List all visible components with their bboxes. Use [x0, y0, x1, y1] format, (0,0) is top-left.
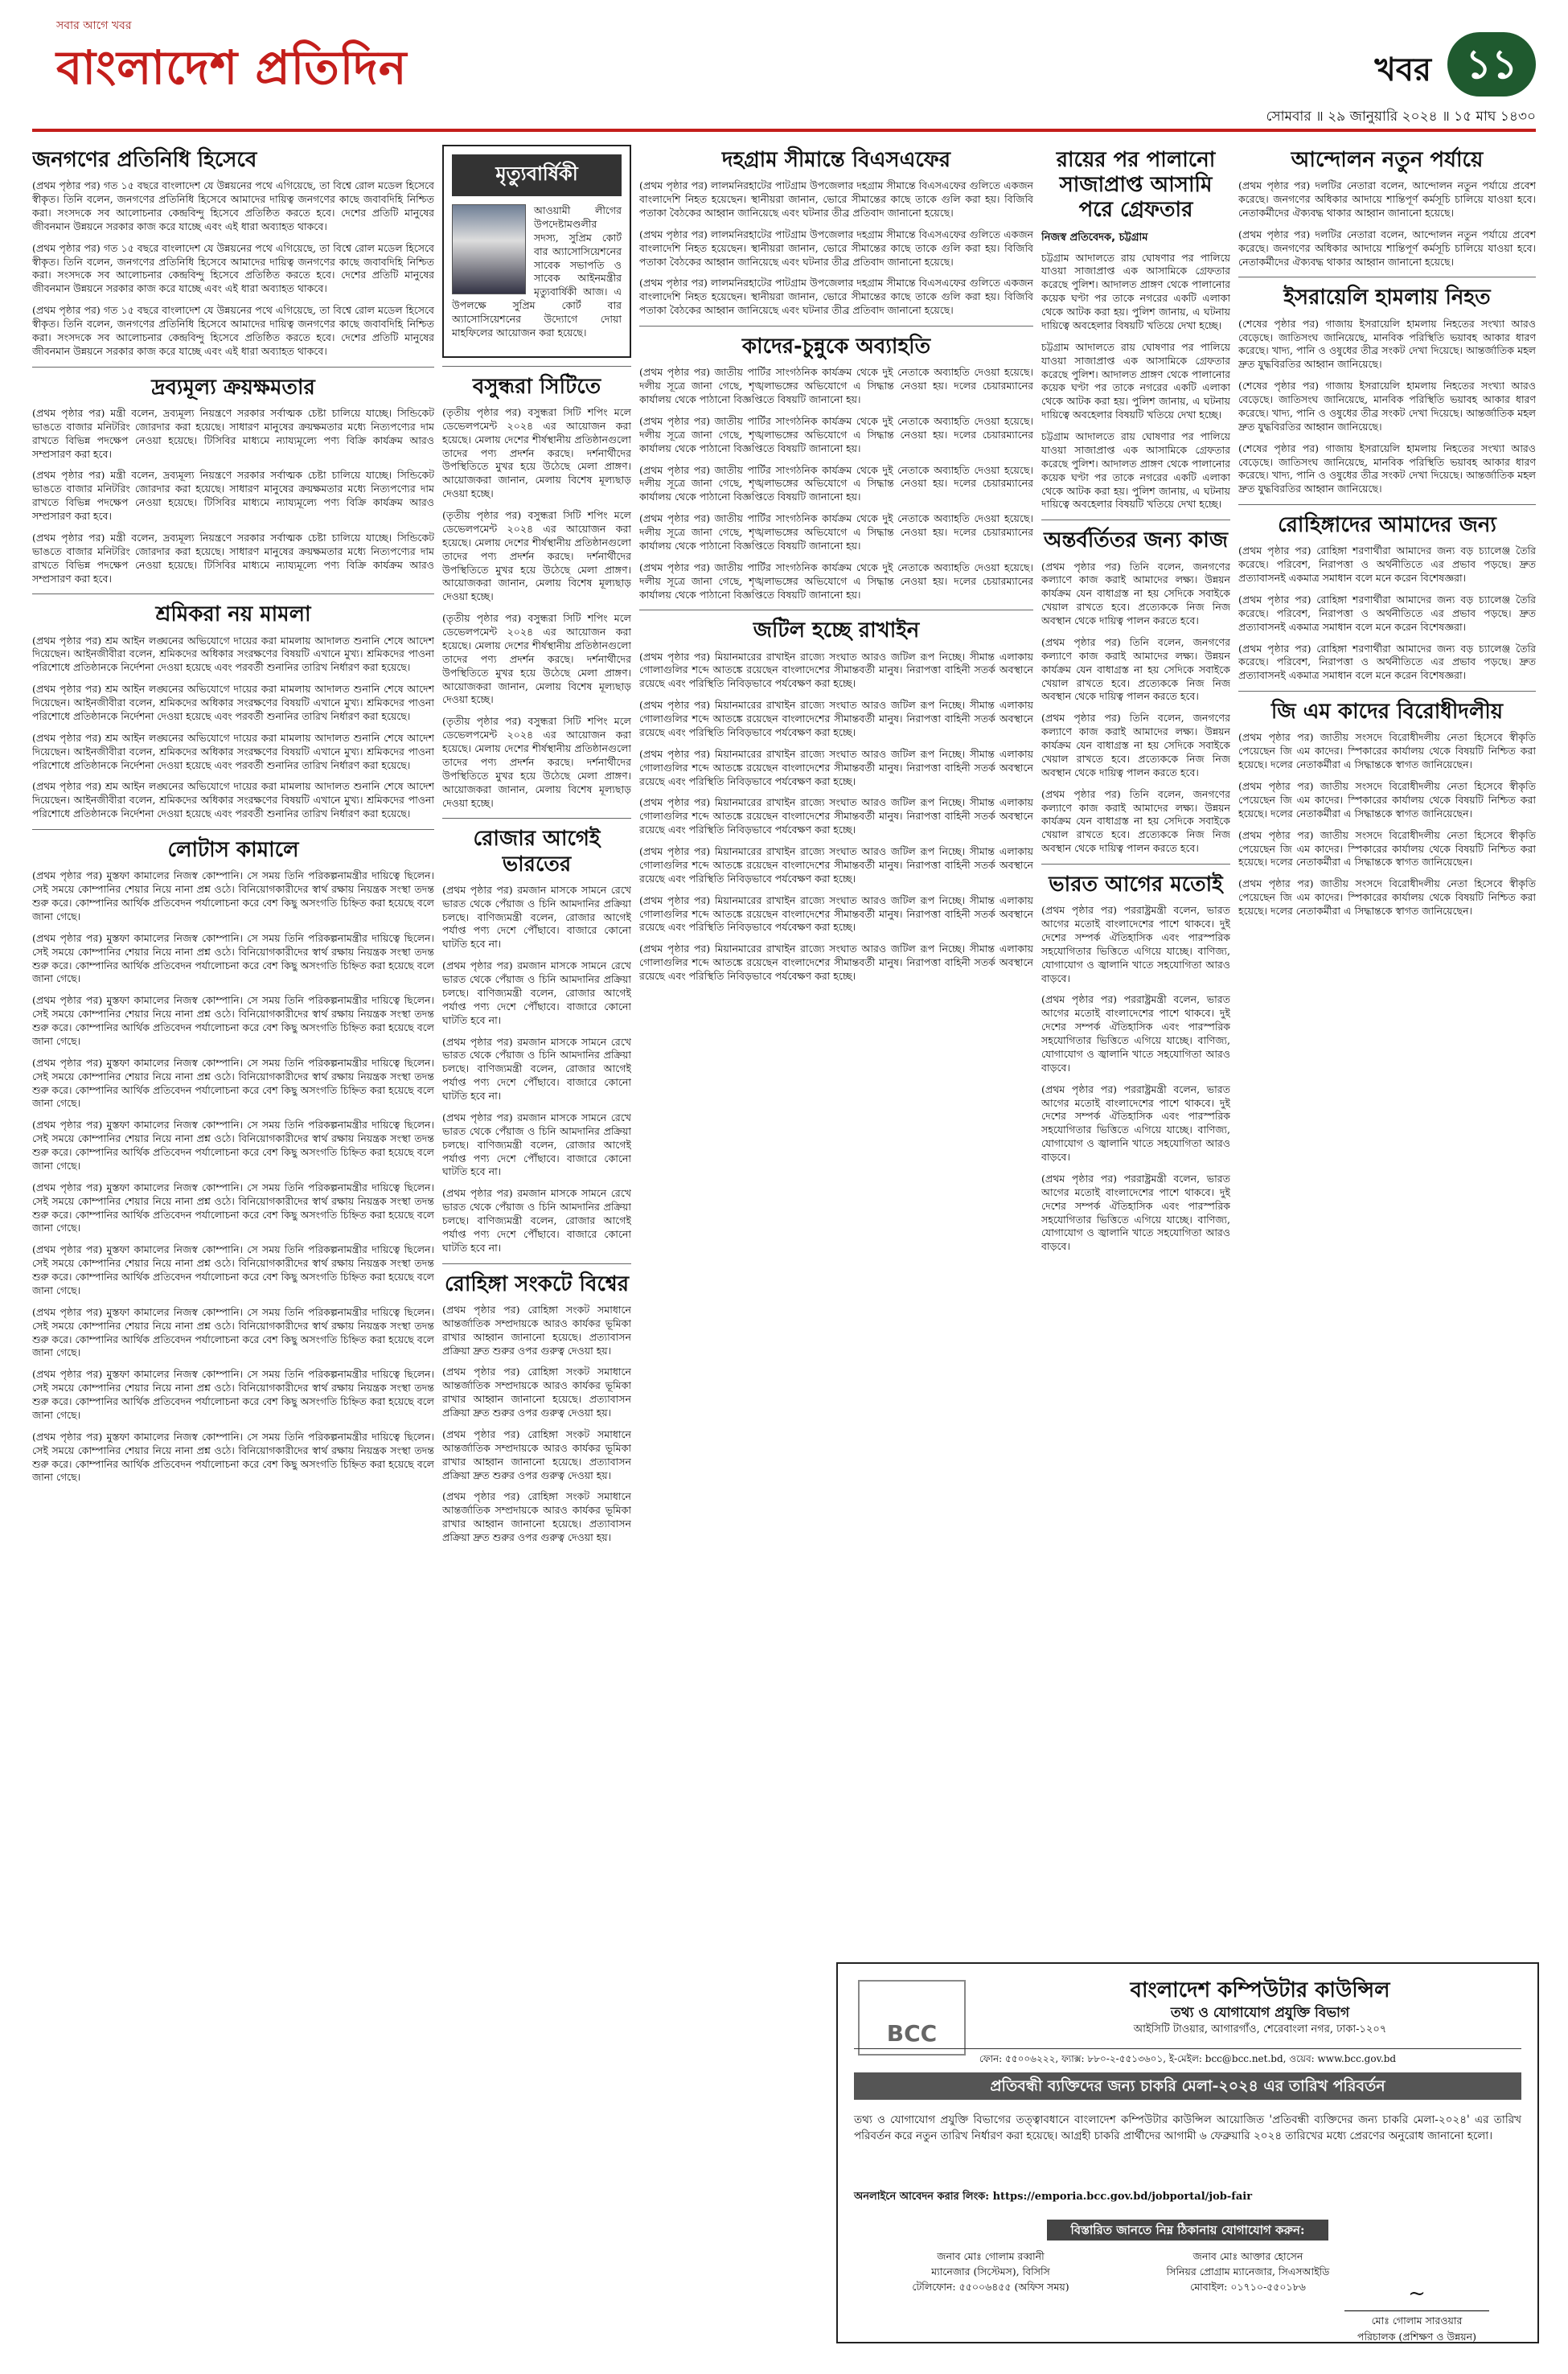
article-body: (প্রথম পৃষ্ঠার পর) দলটির নেতারা বলেন, আন্দোলন নতুন পর্যায়ে প্রবেশ করেছে। জনগণের অধিকার আদায়ে শান্তিপূর্ণ কর্মসূচি চালিয়ে যাওয়া হবে। নেতাকর্মীদের ঐক্যবদ্ধ থাকার আহ্বান জানানো হয়েছে।	[1238, 228, 1536, 268]
article-body: (প্রথম পৃষ্ঠার পর) শ্রম আইন লঙ্ঘনের অভিযোগে দায়ের করা মামলায় আদালত শুনানি শেষে আদেশ দিয়েছেন। আইনজীবীরা বলেন, শ্রমিকদের অধিকার সংরক্ষণের বিষয়টি এখানে মুখ্য। শ্রমিকদের পাওনা পরিশোধে প্রতিষ্ঠানকে নির্দেশনা দেওয়া হয়েছে এবং পরবর্তী শুনানির তারিখ নির্ধারণ করা হয়েছে।	[32, 780, 434, 820]
newspaper-name: বাংলাদেশ প্রতিদিন	[56, 40, 408, 95]
headline: রোজার আগেই ভারতের	[473, 827, 601, 877]
article-body: (প্রথম পৃষ্ঠার পর) মিয়ানমারের রাখাইন রাজ্যে সংঘাত আরও জটিল রূপ নিচ্ছে। সীমান্ত এলাকায় গোলাগুলির শব্দে আতঙ্কে রয়েছেন বাংলাদেশের সীমান্তবর্তী মানুষ। নিরাপত্তা বাহিনী সতর্ক অবস্থানে রয়েছে এবং পরিস্থিতি নিবিড়ভাবে পর্যবেক্ষণ করা হচ্ছে।	[639, 845, 1033, 885]
bcc-logo: BCC	[858, 1980, 966, 2056]
article-body: (প্রথম পৃষ্ঠার পর) রোহিঙ্গা শরণার্থীরা আমাদের জন্য বড় চ্যালেঞ্জ তৈরি করেছে। পরিবেশ, নিরাপত্তা ও অর্থনীতিতে এর প্রভাব পড়ছে। দ্রুত প্রত্যাবাসনই একমাত্র সমাধান বলে মনে করেন বিশেষজ্ঞরা।	[1238, 544, 1536, 585]
article-body: (প্রথম পৃষ্ঠার পর) মন্ত্রী বলেন, দ্রব্যমূল্য নিয়ন্ত্রণে সরকার সর্বাত্মক চেষ্টা চালিয়ে যাচ্ছে। সিন্ডিকেট ভাঙতে বাজার মনিটরিং জোরদার করা হয়েছে। সাধারণ মানুষের ক্রয়ক্ষমতার মধ্যে নিত্যপণ্যের দাম রাখতে বিভিন্ন পদক্ষেপ নেওয়া হয়েছে। টিসিবির মাধ্যমে ন্যায্যমূল্যে পণ্য বিক্রি কার্যক্রম আরও সম্প্রসারণ করা হবে।	[32, 469, 434, 522]
article-body: (প্রথম পৃষ্ঠার পর) শ্রম আইন লঙ্ঘনের অভিযোগে দায়ের করা মামলায় আদালত শুনানি শেষে আদেশ দিয়েছেন। আইনজীবীরা বলেন, শ্রমিকদের অধিকার সংরক্ষণের বিষয়টি এখানে মুখ্য। শ্রমিকদের পাওনা পরিশোধে প্রতিষ্ঠানকে নির্দেশনা দেওয়া হয়েছে এবং পরবর্তী শুনানির তারিখ নির্ধারণ করা হয়েছে।	[32, 634, 434, 674]
article-body: (প্রথম পৃষ্ঠার পর) তিনি বলেন, জনগণের কল্যাণে কাজ করাই আমাদের লক্ষ্য। উন্নয়ন কার্যক্রম যেন বাধাগ্রস্ত না হয় সেদিকে সবাইকে খেয়াল রাখতে হবে। প্রত্যেককে নিজ নিজ অবস্থান থেকে দায়িত্ব পালন করতে হবে।	[1041, 635, 1230, 703]
headline: ভারত আগের মতোই	[1049, 873, 1223, 897]
article-body: (প্রথম পৃষ্ঠার পর) জাতীয় পার্টির সাংগঠনিক কার্যক্রম থেকে দুই নেতাকে অব্যাহতি দেওয়া হয়েছে। দলীয় সূত্রে জানা গেছে, শৃঙ্খলাভঙ্গের অভিযোগে এ সিদ্ধান্ত নেওয়া হয়। দলের চেয়ারম্যানের কার্যালয় থেকে পাঠানো বিজ্ঞপ্তিতে বিষয়টি জানানো হয়।	[639, 414, 1033, 454]
article-body: (তৃতীয় পৃষ্ঠার পর) বসুন্ধরা সিটি শপিং মলে ডেভেলপমেন্ট ২০২৪ এর আয়োজন করা হয়েছে। মেলায় দেশের শীর্ষস্থানীয় প্রতিষ্ঠানগুলো তাদের পণ্য প্রদর্শন করছে। দর্শনার্থীদের উপস্থিতিতে মুখর হয়ে উঠেছে মেলা প্রাঙ্গণ। আয়োজকরা জানান, মেলায় বিশেষ মূল্যছাড় দেওয়া হচ্ছে।	[442, 405, 631, 500]
article-body: (প্রথম পৃষ্ঠার পর) মিয়ানমারের রাখাইন রাজ্যে সংঘাত আরও জটিল রূপ নিচ্ছে। সীমান্ত এলাকায় গোলাগুলির শব্দে আতঙ্কে রয়েছেন বাংলাদেশের সীমান্তবর্তী মানুষ। নিরাপত্তা বাহিনী সতর্ক অবস্থানে রয়েছে এবং পরিস্থিতি নিবিড়ভাবে পর্যবেক্ষণ করা হচ্ছে।	[639, 943, 1033, 983]
ad-contact-header: বিস্তারিত জানতে নিম্ন ঠিকানায় যোগাযোগ করুন:	[1047, 2220, 1328, 2241]
ad-subtitle: তথ্য ও যোগাযোগ প্রযুক্তি বিভাগ	[1170, 2005, 1350, 2021]
byline: নিজস্ব প্রতিবেদক, চট্টগ্রাম	[1041, 231, 1148, 244]
obituary-heading: মৃত্যুবার্ষিকী	[452, 154, 622, 196]
article-body: (প্রথম পৃষ্ঠার পর) রোহিঙ্গা সংকট সমাধানে আন্তর্জাতিক সম্প্রদায়কে আরও কার্যকর ভূমিকা রাখার আহ্বান জানানো হয়েছে। প্রত্যাবাসন প্রক্রিয়া দ্রুত শুরুর ওপর গুরুত্ব দেওয়া হয়।	[442, 1366, 631, 1419]
ad-address: আইসিটি টাওয়ার, আগারগাঁও, শেরেবাংলা নগর, ঢাকা-১২০৭	[1133, 2023, 1387, 2035]
contact-person-2: জনাব মোঃ আক্তার হোসেন সিনিয়র প্রোগ্রাম ম্যানেজার, সিএসআইডি মোবাইল: ০১৭১০-৫৫০১৮৬	[1166, 2250, 1330, 2293]
article-body: (শেষের পৃষ্ঠার পর) গাজায় ইসরায়েলি হামলায় নিহতের সংখ্যা আরও বেড়েছে। জাতিসংঘ জানিয়েছে, মানবিক পরিস্থিতি ভয়াবহ আকার ধারণ করেছে। খাদ্য, পানি ও ওষুধের তীব্র সংকট দেখা দিয়েছে। আন্তর্জাতিক মহল দ্রুত যুদ্ধবিরতির আহ্বান জানিয়েছে।	[1238, 442, 1536, 495]
obituary-text: আওয়ামী লীগের উপদেষ্টামণ্ডলীর সদস্য, সুপ্রিম কোর্ট বার অ্যাসোসিয়েশনের সাবেক সভাপতি ও সাবেক আইনমন্ত্রীর মৃত্যুবার্ষিকী আজ। এ উপলক্ষে সুপ্রিম কোর্ট বার অ্যাসোসিয়েশনের উদ্যোগে দোয়া মাহফিলের আয়োজন করা হয়েছে।	[452, 204, 622, 339]
article-body: (প্রথম পৃষ্ঠার পর) মুস্তফা কামালের নিজস্ব কোম্পানি। সে সময় তিনি পরিকল্পনামন্ত্রীর দায়িত্বে ছিলেন। সেই সময়ে কোম্পানির শেয়ার নিয়ে নানা প্রশ্ন ওঠে। বিনিয়োগকারীদের স্বার্থ রক্ষায় নিয়ন্ত্রক সংস্থা তদন্ত শুরু করে। কোম্পানির আর্থিক প্রতিবেদন পর্যালোচনা করে বেশ কিছু অসংগতি চিহ্নিত করা হয়েছে বলে জানা গেছে।	[32, 1305, 434, 1359]
article-body: (প্রথম পৃষ্ঠার পর) তিনি বলেন, জনগণের কল্যাণে কাজ করাই আমাদের লক্ষ্য। উন্নয়ন কার্যক্রম যেন বাধাগ্রস্ত না হয় সেদিকে সবাইকে খেয়াল রাখতে হবে। প্রত্যেককে নিজ নিজ অবস্থান থেকে দায়িত্ব পালন করতে হবে।	[1041, 787, 1230, 855]
article-body: (প্রথম পৃষ্ঠার পর) মুস্তফা কামালের নিজস্ব কোম্পানি। সে সময় তিনি পরিকল্পনামন্ত্রীর দায়িত্বে ছিলেন। সেই সময়ে কোম্পানির শেয়ার নিয়ে নানা প্রশ্ন ওঠে। বিনিয়োগকারীদের স্বার্থ রক্ষায় নিয়ন্ত্রক সংস্থা তদন্ত শুরু করে। কোম্পানির আর্থিক প্রতিবেদন পর্যালোচনা করে বেশ কিছু অসংগতি চিহ্নিত করা হয়েছে বলে জানা গেছে।	[32, 994, 434, 1047]
article-body: (প্রথম পৃষ্ঠার পর) মুস্তফা কামালের নিজস্ব কোম্পানি। সে সময় তিনি পরিকল্পনামন্ত্রীর দায়িত্বে ছিলেন। সেই সময়ে কোম্পানির শেয়ার নিয়ে নানা প্রশ্ন ওঠে। বিনিয়োগকারীদের স্বার্থ রক্ষায় নিয়ন্ত্রক সংস্থা তদন্ত শুরু করে। কোম্পানির আর্থিক প্রতিবেদন পর্যালোচনা করে বেশ কিছু অসংগতি চিহ্নিত করা হয়েছে বলে জানা গেছে।	[32, 869, 434, 922]
article-body: (শেষের পৃষ্ঠার পর) গাজায় ইসরায়েলি হামলায় নিহতের সংখ্যা আরও বেড়েছে। জাতিসংঘ জানিয়েছে, মানবিক পরিস্থিতি ভয়াবহ আকার ধারণ করেছে। খাদ্য, পানি ও ওষুধের তীব্র সংকট দেখা দিয়েছে। আন্তর্জাতিক মহল দ্রুত যুদ্ধবিরতির আহ্বান জানিয়েছে।	[1238, 380, 1536, 433]
article-body: (প্রথম পৃষ্ঠার পর) মুস্তফা কামালের নিজস্ব কোম্পানি। সে সময় তিনি পরিকল্পনামন্ত্রীর দায়িত্বে ছিলেন। সেই সময়ে কোম্পানির শেয়ার নিয়ে নানা প্রশ্ন ওঠে। বিনিয়োগকারীদের স্বার্থ রক্ষায় নিয়ন্ত্রক সংস্থা তদন্ত শুরু করে। কোম্পানির আর্থিক প্রতিবেদন পর্যালোচনা করে বেশ কিছু অসংগতি চিহ্নিত করা হয়েছে বলে জানা গেছে।	[32, 1056, 434, 1110]
article-body: (প্রথম পৃষ্ঠার পর) জাতীয় সংসদে বিরোধীদলীয় নেতা হিসেবে স্বীকৃতি পেয়েছেন জি এম কাদের। স্পিকারের কার্যালয় থেকে বিষয়টি নিশ্চিত করা হয়েছে। দলের নেতাকর্মীরা এ সিদ্ধান্তকে স্বাগত জানিয়েছেন।	[1238, 828, 1536, 869]
article-body: (প্রথম পৃষ্ঠার পর) মিয়ানমারের রাখাইন রাজ্যে সংঘাত আরও জটিল রূপ নিচ্ছে। সীমান্ত এলাকায় গোলাগুলির শব্দে আতঙ্কে রয়েছেন বাংলাদেশের সীমান্তবর্তী মানুষ। নিরাপত্তা বাহিনী সতর্ক অবস্থানে রয়েছে এবং পরিস্থিতি নিবিড়ভাবে পর্যবেক্ষণ করা হচ্ছে।	[639, 893, 1033, 934]
article-body: (তৃতীয় পৃষ্ঠার পর) বসুন্ধরা সিটি শপিং মলে ডেভেলপমেন্ট ২০২৪ এর আয়োজন করা হয়েছে। মেলায় দেশের শীর্ষস্থানীয় প্রতিষ্ঠানগুলো তাদের পণ্য প্রদর্শন করছে। দর্শনার্থীদের উপস্থিতিতে মুখর হয়ে উঠেছে মেলা প্রাঙ্গণ। আয়োজকরা জানান, মেলায় বিশেষ মূল্যছাড় দেওয়া হচ্ছে।	[442, 715, 631, 809]
masthead	[0, 0, 1568, 137]
article-body: (প্রথম পৃষ্ঠার পর) জাতীয় সংসদে বিরোধীদলীয় নেতা হিসেবে স্বীকৃতি পেয়েছেন জি এম কাদের। স্পিকারের কার্যালয় থেকে বিষয়টি নিশ্চিত করা হয়েছে। দলের নেতাকর্মীরা এ সিদ্ধান্তকে স্বাগত জানিয়েছেন।	[1238, 780, 1536, 819]
obituary-box	[442, 145, 631, 358]
signature-block	[1344, 2282, 1489, 2347]
brand-tagline: সবার আগে খবর	[56, 19, 132, 32]
article-body: (প্রথম পৃষ্ঠার পর) রোহিঙ্গা সংকট সমাধানে আন্তর্জাতিক সম্প্রদায়কে আরও কার্যকর ভূমিকা রাখার আহ্বান জানানো হয়েছে। প্রত্যাবাসন প্রক্রিয়া দ্রুত শুরুর ওপর গুরুত্ব দেওয়া হয়।	[442, 1427, 631, 1481]
article-body: (প্রথম পৃষ্ঠার পর) মিয়ানমারের রাখাইন রাজ্যে সংঘাত আরও জটিল রূপ নিচ্ছে। সীমান্ত এলাকায় গোলাগুলির শব্দে আতঙ্কে রয়েছেন বাংলাদেশের সীমান্তবর্তী মানুষ। নিরাপত্তা বাহিনী সতর্ক অবস্থানে রয়েছে এবং পরিস্থিতি নিবিড়ভাবে পর্যবেক্ষণ করা হচ্ছে।	[639, 699, 1033, 738]
article-body: (প্রথম পৃষ্ঠার পর) রোহিঙ্গা শরণার্থীরা আমাদের জন্য বড় চ্যালেঞ্জ তৈরি করেছে। পরিবেশ, নিরাপত্তা ও অর্থনীতিতে এর প্রভাব পড়ছে। দ্রুত প্রত্যাবাসনই একমাত্র সমাধান বলে মনে করেন বিশেষজ্ঞরা।	[1238, 593, 1536, 633]
article-body: (প্রথম পৃষ্ঠার পর) মুস্তফা কামালের নিজস্ব কোম্পানি। সে সময় তিনি পরিকল্পনামন্ত্রীর দায়িত্বে ছিলেন। সেই সময়ে কোম্পানির শেয়ার নিয়ে নানা প্রশ্ন ওঠে। বিনিয়োগকারীদের স্বার্থ রক্ষায় নিয়ন্ত্রক সংস্থা তদন্ত শুরু করে। কোম্পানির আর্থিক প্রতিবেদন পর্যালোচনা করে বেশ কিছু অসংগতি চিহ্নিত করা হয়েছে বলে জানা গেছে।	[32, 1368, 434, 1421]
article-body: (প্রথম পৃষ্ঠার পর) মুস্তফা কামালের নিজস্ব কোম্পানি। সে সময় তিনি পরিকল্পনামন্ত্রীর দায়িত্বে ছিলেন। সেই সময়ে কোম্পানির শেয়ার নিয়ে নানা প্রশ্ন ওঠে। বিনিয়োগকারীদের স্বার্থ রক্ষায় নিয়ন্ত্রক সংস্থা তদন্ত শুরু করে। কোম্পানির আর্থিক প্রতিবেদন পর্যালোচনা করে বেশ কিছু অসংগতি চিহ্নিত করা হয়েছে বলে জানা গেছে।	[32, 1181, 434, 1234]
article-body: (প্রথম পৃষ্ঠার পর) দলটির নেতারা বলেন, আন্দোলন নতুন পর্যায়ে প্রবেশ করেছে। জনগণের অধিকার আদায়ে শান্তিপূর্ণ কর্মসূচি চালিয়ে যাওয়া হবে। নেতাকর্মীদের ঐক্যবদ্ধ থাকার আহ্বান জানানো হয়েছে।	[1238, 179, 1536, 219]
headline: রায়ের পর পালানো সাজাপ্রাপ্ত আসামি পরে গ্রেফতার	[1056, 148, 1216, 223]
column-2	[442, 145, 631, 2348]
headline: রোহিঙ্গা সংকটে বিশ্বের	[444, 1271, 630, 1296]
article-body: (প্রথম পৃষ্ঠার পর) মিয়ানমারের রাখাইন রাজ্যে সংঘাত আরও জটিল রূপ নিচ্ছে। সীমান্ত এলাকায় গোলাগুলির শব্দে আতঙ্কে রয়েছেন বাংলাদেশের সীমান্তবর্তী মানুষ। নিরাপত্তা বাহিনী সতর্ক অবস্থানে রয়েছে এবং পরিস্থিতি নিবিড়ভাবে পর্যবেক্ষণ করা হচ্ছে।	[639, 650, 1033, 690]
article-body: (প্রথম পৃষ্ঠার পর) মুস্তফা কামালের নিজস্ব কোম্পানি। সে সময় তিনি পরিকল্পনামন্ত্রীর দায়িত্বে ছিলেন। সেই সময়ে কোম্পানির শেয়ার নিয়ে নানা প্রশ্ন ওঠে। বিনিয়োগকারীদের স্বার্থ রক্ষায় নিয়ন্ত্রক সংস্থা তদন্ত শুরু করে। কোম্পানির আর্থিক প্রতিবেদন পর্যালোচনা করে বেশ কিছু অসংগতি চিহ্নিত করা হয়েছে বলে জানা গেছে।	[32, 1119, 434, 1172]
section-label: খবর	[1374, 51, 1431, 88]
article-body: (প্রথম পৃষ্ঠার পর) পররাষ্ট্রমন্ত্রী বলেন, ভারত আগের মতোই বাংলাদেশের পাশে থাকবে। দুই দেশের সম্পর্ক ঐতিহাসিক এবং পারস্পরিক সহযোগিতার ভিত্তিতে এগিয়ে যাচ্ছে। বাণিজ্য, যোগাযোগ ও জ্বালানি খাতে সহযোগিতা আরও বাড়বে।	[1041, 993, 1230, 1074]
headline: শ্রমিকরা নয় মামলা	[155, 602, 311, 627]
article-body: (প্রথম পৃষ্ঠার পর) রমজান মাসকে সামনে রেখে ভারত থেকে পেঁয়াজ ও চিনি আমদানির প্রক্রিয়া চলছে। বাণিজ্যমন্ত্রী বলেন, রোজার আগেই পর্যাপ্ত পণ্য দেশে পৌঁছাবে। বাজারে কোনো ঘাটতি হবে না।	[442, 1187, 631, 1254]
article-body: (প্রথম পৃষ্ঠার পর) পররাষ্ট্রমন্ত্রী বলেন, ভারত আগের মতোই বাংলাদেশের পাশে থাকবে। দুই দেশের সম্পর্ক ঐতিহাসিক এবং পারস্পরিক সহযোগিতার ভিত্তিতে এগিয়ে যাচ্ছে। বাণিজ্য, যোগাযোগ ও জ্বালানি খাতে সহযোগিতা আরও বাড়বে।	[1041, 1172, 1230, 1253]
article-body: (প্রথম পৃষ্ঠার পর) রোহিঙ্গা সংকট সমাধানে আন্তর্জাতিক সম্প্রদায়কে আরও কার্যকর ভূমিকা রাখার আহ্বান জানানো হয়েছে। প্রত্যাবাসন প্রক্রিয়া দ্রুত শুরুর ওপর গুরুত্ব দেওয়া হয়।	[442, 1303, 631, 1357]
headline: অন্তর্বর্তিতর জন্য কাজ	[1043, 528, 1229, 553]
masthead-rule	[32, 129, 1536, 132]
ad-body: তথ্য ও যোগাযোগ প্রযুক্তি বিভাগের তত্ত্বাবধানে বাংলাদেশ কম্পিউটার কাউন্সিল আয়োজিত 'প্রতিবন্ধী ব্যক্তিদের জন্য চাকরি মেলা-২০২৪' এর তারিখ পরিবর্তন করে নতুন তারিখ নির্ধারণ করা হয়েছে। আগ্রহী চাকরি প্রার্থীদের আগামী ৬ ফেব্রুয়ারি ২০২৪ তারিখের মধ্যে প্রেরণের অনুরোধ জানানো হলো।	[854, 2113, 1521, 2142]
article-body: চট্টগ্রাম আদালতে রায় ঘোষণার পর পালিয়ে যাওয়া সাজাপ্রাপ্ত এক আসামিকে গ্রেফতার করেছে পুলিশ। আদালত প্রাঙ্গণ থেকে পালানোর কয়েক ঘণ্টা পর তাকে নগরের একটি এলাকা থেকে আটক করা হয়। পুলিশ জানায়, এ ঘটনায় দায়িত্বে অবহেলার বিষয়টি খতিয়ে দেখা হচ্ছে।	[1041, 340, 1230, 421]
article-body: (প্রথম পৃষ্ঠার পর) মুস্তফা কামালের নিজস্ব কোম্পানি। সে সময় তিনি পরিকল্পনামন্ত্রীর দায়িত্বে ছিলেন। সেই সময়ে কোম্পানির শেয়ার নিয়ে নানা প্রশ্ন ওঠে। বিনিয়োগকারীদের স্বার্থ রক্ষায় নিয়ন্ত্রক সংস্থা তদন্ত শুরু করে। কোম্পানির আর্থিক প্রতিবেদন পর্যালোচনা করে বেশ কিছু অসংগতি চিহ্নিত করা হয়েছে বলে জানা গেছে।	[32, 1430, 434, 1484]
article-body: (প্রথম পৃষ্ঠার পর) মুস্তফা কামালের নিজস্ব কোম্পানি। সে সময় তিনি পরিকল্পনামন্ত্রীর দায়িত্বে ছিলেন। সেই সময়ে কোম্পানির শেয়ার নিয়ে নানা প্রশ্ন ওঠে। বিনিয়োগকারীদের স্বার্থ রক্ষায় নিয়ন্ত্রক সংস্থা তদন্ত শুরু করে। কোম্পানির আর্থিক প্রতিবেদন পর্যালোচনা করে বেশ কিছু অসংগতি চিহ্নিত করা হয়েছে বলে জানা গেছে।	[32, 931, 434, 985]
headline: রোহিঙ্গাদের আমাদের জন্য	[1278, 513, 1496, 538]
ad-banner: প্রতিবন্ধী ব্যক্তিদের জন্য চাকরি মেলা-২০২৪ এর তারিখ পরিবর্তন	[854, 2072, 1521, 2100]
headline: দহগ্রাম সীমান্তে বিএসএফের	[721, 148, 951, 172]
article-body: (প্রথম পৃষ্ঠার পর) রমজান মাসকে সামনে রেখে ভারত থেকে পেঁয়াজ ও চিনি আমদানির প্রক্রিয়া চলছে। বাণিজ্যমন্ত্রী বলেন, রোজার আগেই পর্যাপ্ত পণ্য দেশে পৌঁছাবে। বাজারে কোনো ঘাটতি হবে না।	[442, 959, 631, 1026]
article-body: (প্রথম পৃষ্ঠার পর) রমজান মাসকে সামনে রেখে ভারত থেকে পেঁয়াজ ও চিনি আমদানির প্রক্রিয়া চলছে। বাণিজ্যমন্ত্রী বলেন, রোজার আগেই পর্যাপ্ত পণ্য দেশে পৌঁছাবে। বাজারে কোনো ঘাটতি হবে না।	[442, 1111, 631, 1178]
article-body: (প্রথম পৃষ্ঠার পর) লালমনিরহাটের পাটগ্রাম উপজেলার দহগ্রাম সীমান্তে বিএসএফের গুলিতে একজন বাংলাদেশি নিহত হয়েছেন। স্থানীয়রা জানান, ভোরে সীমান্তের কাছে তাকে গুলি করা হয়। বিজিবি পতাকা বৈঠকের আহ্বান জানিয়েছে এবং ঘটনার তীব্র প্রতিবাদ জানানো হয়েছে।	[639, 228, 1033, 268]
article-body: (প্রথম পৃষ্ঠার পর) রোহিঙ্গা শরণার্থীরা আমাদের জন্য বড় চ্যালেঞ্জ তৈরি করেছে। পরিবেশ, নিরাপত্তা ও অর্থনীতিতে এর প্রভাব পড়ছে। দ্রুত প্রত্যাবাসনই একমাত্র সমাধান বলে মনে করেন বিশেষজ্ঞরা।	[1238, 642, 1536, 682]
headline: জনগণের প্রতিনিধি হিসেবে	[32, 148, 257, 172]
article-body: (প্রথম পৃষ্ঠার পর) মিয়ানমারের রাখাইন রাজ্যে সংঘাত আরও জটিল রূপ নিচ্ছে। সীমান্ত এলাকায় গোলাগুলির শব্দে আতঙ্কে রয়েছেন বাংলাদেশের সীমান্তবর্তী মানুষ। নিরাপত্তা বাহিনী সতর্ক অবস্থানে রয়েছে এবং পরিস্থিতি নিবিড়ভাবে পর্যবেক্ষণ করা হচ্ছে।	[639, 796, 1033, 836]
article-body: (প্রথম পৃষ্ঠার পর) মন্ত্রী বলেন, দ্রব্যমূল্য নিয়ন্ত্রণে সরকার সর্বাত্মক চেষ্টা চালিয়ে যাচ্ছে। সিন্ডিকেট ভাঙতে বাজার মনিটরিং জোরদার করা হয়েছে। সাধারণ মানুষের ক্রয়ক্ষমতার মধ্যে নিত্যপণ্যের দাম রাখতে বিভিন্ন পদক্ষেপ নেওয়া হয়েছে। টিসিবির মাধ্যমে ন্যায্যমূল্যে পণ্য বিক্রি কার্যক্রম আরও সম্প্রসারণ করা হবে।	[32, 406, 434, 460]
bcc-advertisement	[836, 1962, 1539, 2343]
column-1	[32, 145, 434, 2348]
column-4	[1041, 145, 1230, 1954]
dateline: সোমবার ॥ ২৯ জানুয়ারি ২০২৪ ॥ ১৫ মাঘ ১৪৩০	[1266, 109, 1536, 125]
headline: জি এম কাদের বিরোধীদলীয়	[1270, 700, 1504, 725]
article-body: চট্টগ্রাম আদালতে রায় ঘোষণার পর পালিয়ে যাওয়া সাজাপ্রাপ্ত এক আসামিকে গ্রেফতার করেছে পুলিশ। আদালত প্রাঙ্গণ থেকে পালানোর কয়েক ঘণ্টা পর তাকে নগরের একটি এলাকা থেকে আটক করা হয়। পুলিশ জানায়, এ ঘটনায় দায়িত্বে অবহেলার বিষয়টি খতিয়ে দেখা হচ্ছে।	[1041, 251, 1230, 331]
article-body: (প্রথম পৃষ্ঠার পর) মন্ত্রী বলেন, দ্রব্যমূল্য নিয়ন্ত্রণে সরকার সর্বাত্মক চেষ্টা চালিয়ে যাচ্ছে। সিন্ডিকেট ভাঙতে বাজার মনিটরিং জোরদার করা হয়েছে। সাধারণ মানুষের ক্রয়ক্ষমতার মধ্যে নিত্যপণ্যের দাম রাখতে বিভিন্ন পদক্ষেপ নেওয়া হয়েছে। টিসিবির মাধ্যমে ন্যায্যমূল্যে পণ্য বিক্রি কার্যক্রম আরও সম্প্রসারণ করা হবে।	[32, 531, 434, 585]
headline: ইসরায়েলি হামলায় নিহত	[1283, 285, 1491, 310]
headline: লোটাস কামালে	[167, 838, 299, 863]
article-body: চট্টগ্রাম আদালতে রায় ঘোষণার পর পালিয়ে যাওয়া সাজাপ্রাপ্ত এক আসামিকে গ্রেফতার করেছে পুলিশ। আদালত প্রাঙ্গণ থেকে পালানোর কয়েক ঘণ্টা পর তাকে নগরের একটি এলাকা থেকে আটক করা হয়। পুলিশ জানায়, এ ঘটনায় দায়িত্বে অবহেলার বিষয়টি খতিয়ে দেখা হচ্ছে।	[1041, 430, 1230, 511]
article-body: (প্রথম পৃষ্ঠার পর) শ্রম আইন লঙ্ঘনের অভিযোগে দায়ের করা মামলায় আদালত শুনানি শেষে আদেশ দিয়েছেন। আইনজীবীরা বলেন, শ্রমিকদের অধিকার সংরক্ষণের বিষয়টি এখানে মুখ্য। শ্রমিকদের পাওনা পরিশোধে প্রতিষ্ঠানকে নির্দেশনা দেওয়া হয়েছে এবং পরবর্তী শুনানির তারিখ নির্ধারণ করা হয়েছে।	[32, 731, 434, 771]
article-body: (শেষের পৃষ্ঠার পর) গাজায় ইসরায়েলি হামলায় নিহতের সংখ্যা আরও বেড়েছে। জাতিসংঘ জানিয়েছে, মানবিক পরিস্থিতি ভয়াবহ আকার ধারণ করেছে। খাদ্য, পানি ও ওষুধের তীব্র সংকট দেখা দিয়েছে। আন্তর্জাতিক মহল দ্রুত যুদ্ধবিরতির আহ্বান জানিয়েছে।	[1238, 317, 1536, 371]
article-body: (প্রথম পৃষ্ঠার পর) জাতীয় পার্টির সাংগঠনিক কার্যক্রম থেকে দুই নেতাকে অব্যাহতি দেওয়া হয়েছে। দলীয় সূত্রে জানা গেছে, শৃঙ্খলাভঙ্গের অভিযোগে এ সিদ্ধান্ত নেওয়া হয়। দলের চেয়ারম্যানের কার্যালয় থেকে পাঠানো বিজ্ঞপ্তিতে বিষয়টি জানানো হয়।	[639, 512, 1033, 552]
ad-apply-link[interactable]: অনলাইনে আবেদন করার লিংক: https://emporia.bcc.gov.bd/jobportal/job-fair	[854, 2191, 1253, 2203]
article-body: (প্রথম পৃষ্ঠার পর) রমজান মাসকে সামনে রেখে ভারত থেকে পেঁয়াজ ও চিনি আমদানির প্রক্রিয়া চলছে। বাণিজ্যমন্ত্রী বলেন, রোজার আগেই পর্যাপ্ত পণ্য দেশে পৌঁছাবে। বাজারে কোনো ঘাটতি হবে না।	[442, 1035, 631, 1103]
article-body: (প্রথম পৃষ্ঠার পর) রমজান মাসকে সামনে রেখে ভারত থেকে পেঁয়াজ ও চিনি আমদানির প্রক্রিয়া চলছে। বাণিজ্যমন্ত্রী বলেন, রোজার আগেই পর্যাপ্ত পণ্য দেশে পৌঁছাবে। বাজারে কোনো ঘাটতি হবে না।	[442, 883, 631, 951]
contact-person-1: জনাব মোঃ গোলাম রব্বানী ম্যানেজার (সিস্টেমস), বিসিসি টেলিফোন: ৫৫০০৬৪৫৫ (অফিস সময়)	[912, 2250, 1069, 2293]
article-body: (প্রথম পৃষ্ঠার পর) জাতীয় পার্টির সাংগঠনিক কার্যক্রম থেকে দুই নেতাকে অব্যাহতি দেওয়া হয়েছে। দলীয় সূত্রে জানা গেছে, শৃঙ্খলাভঙ্গের অভিযোগে এ সিদ্ধান্ত নেওয়া হয়। দলের চেয়ারম্যানের কার্যালয় থেকে পাঠানো বিজ্ঞপ্তিতে বিষয়টি জানানো হয়।	[639, 366, 1033, 405]
page-number-badge: ১১	[1447, 32, 1536, 97]
article-body: (প্রথম পৃষ্ঠার পর) লালমনিরহাটের পাটগ্রাম উপজেলার দহগ্রাম সীমান্তে বিএসএফের গুলিতে একজন বাংলাদেশি নিহত হয়েছেন। স্থানীয়রা জানান, ভোরে সীমান্তের কাছে তাকে গুলি করা হয়। বিজিবি পতাকা বৈঠকের আহ্বান জানিয়েছে এবং ঘটনার তীব্র প্রতিবাদ জানানো হয়েছে।	[639, 179, 1033, 219]
article-body: (প্রথম পৃষ্ঠার পর) পররাষ্ট্রমন্ত্রী বলেন, ভারত আগের মতোই বাংলাদেশের পাশে থাকবে। দুই দেশের সম্পর্ক ঐতিহাসিক এবং পারস্পরিক সহযোগিতার ভিত্তিতে এগিয়ে যাচ্ছে। বাণিজ্য, যোগাযোগ ও জ্বালানি খাতে সহযোগিতা আরও বাড়বে।	[1041, 1082, 1230, 1164]
article-body: (প্রথম পৃষ্ঠার পর) তিনি বলেন, জনগণের কল্যাণে কাজ করাই আমাদের লক্ষ্য। উন্নয়ন কার্যক্রম যেন বাধাগ্রস্ত না হয় সেদিকে সবাইকে খেয়াল রাখতে হবে। প্রত্যেককে নিজ নিজ অবস্থান থেকে দায়িত্ব পালন করতে হবে।	[1041, 712, 1230, 778]
article-body: (প্রথম পৃষ্ঠার পর) গত ১৫ বছরে বাংলাদেশ যে উন্নয়নের পথে এগিয়েছে, তা বিশ্বে রোল মডেল হিসেবে স্বীকৃত। তিনি বলেন, জনগণের প্রতিনিধি হিসেবে আমাদের দায়িত্ব জনগণের কাছে জবাবদিহি নিশ্চিত করা। সংসদকে সব আলোচনার কেন্দ্রবিন্দু হিসেবে প্রতিষ্ঠিত করতে হবে। দেশের প্রতিটি মানুষের জীবনমান উন্নয়নে সরকার কাজ করে যাচ্ছে এবং এই ধারা অব্যাহত থাকবে।	[32, 179, 434, 232]
article-body: (প্রথম পৃষ্ঠার পর) জাতীয় সংসদে বিরোধীদলীয় নেতা হিসেবে স্বীকৃতি পেয়েছেন জি এম কাদের। স্পিকারের কার্যালয় থেকে বিষয়টি নিশ্চিত করা হয়েছে। দলের নেতাকর্মীরা এ সিদ্ধান্তকে স্বাগত জানিয়েছেন।	[1238, 877, 1536, 917]
article-body: (প্রথম পৃষ্ঠার পর) গত ১৫ বছরে বাংলাদেশ যে উন্নয়নের পথে এগিয়েছে, তা বিশ্বে রোল মডেল হিসেবে স্বীকৃত। তিনি বলেন, জনগণের প্রতিনিধি হিসেবে আমাদের দায়িত্ব জনগণের কাছে জবাবদিহি নিশ্চিত করা। সংসদকে সব আলোচনার কেন্দ্রবিন্দু হিসেবে প্রতিষ্ঠিত করতে হবে। দেশের প্রতিটি মানুষের জীবনমান উন্নয়নে সরকার কাজ করে যাচ্ছে এবং এই ধারা অব্যাহত থাকবে।	[32, 241, 434, 295]
article-body: (প্রথম পৃষ্ঠার পর) জাতীয় পার্টির সাংগঠনিক কার্যক্রম থেকে দুই নেতাকে অব্যাহতি দেওয়া হয়েছে। দলীয় সূত্রে জানা গেছে, শৃঙ্খলাভঙ্গের অভিযোগে এ সিদ্ধান্ত নেওয়া হয়। দলের চেয়ারম্যানের কার্যালয় থেকে পাঠানো বিজ্ঞপ্তিতে বিষয়টি জানানো হয়।	[639, 463, 1033, 503]
signature-mark: ~	[1344, 2282, 1489, 2311]
article-body: (প্রথম পৃষ্ঠার পর) জাতীয় সংসদে বিরোধীদলীয় নেতা হিসেবে স্বীকৃতি পেয়েছেন জি এম কাদের। স্পিকারের কার্যালয় থেকে বিষয়টি নিশ্চিত করা হয়েছে। দলের নেতাকর্মীরা এ সিদ্ধান্তকে স্বাগত জানিয়েছেন।	[1238, 731, 1536, 771]
article-body: (প্রথম পৃষ্ঠার পর) শ্রম আইন লঙ্ঘনের অভিযোগে দায়ের করা মামলায় আদালত শুনানি শেষে আদেশ দিয়েছেন। আইনজীবীরা বলেন, শ্রমিকদের অধিকার সংরক্ষণের বিষয়টি এখানে মুখ্য। শ্রমিকদের পাওনা পরিশোধে প্রতিষ্ঠানকে নির্দেশনা দেওয়া হয়েছে এবং পরবর্তী শুনানির তারিখ নির্ধারণ করা হয়েছে।	[32, 683, 434, 722]
article-body: (প্রথম পৃষ্ঠার পর) পররাষ্ট্রমন্ত্রী বলেন, ভারত আগের মতোই বাংলাদেশের পাশে থাকবে। দুই দেশের সম্পর্ক ঐতিহাসিক এবং পারস্পরিক সহযোগিতার ভিত্তিতে এগিয়ে যাচ্ছে। বাণিজ্য, যোগাযোগ ও জ্বালানি খাতে সহযোগিতা আরও বাড়বে।	[1041, 904, 1230, 984]
signer-name: মোঃ গোলাম সারওয়ার পরিচালক (প্রশিক্ষণ ও উন্নয়ন)	[1357, 2314, 1476, 2343]
article-body: (প্রথম পৃষ্ঠার পর) তিনি বলেন, জনগণের কল্যাণে কাজ করাই আমাদের লক্ষ্য। উন্নয়ন কার্যক্রম যেন বাধাগ্রস্ত না হয় সেদিকে সবাইকে খেয়াল রাখতে হবে। প্রত্যেককে নিজ নিজ অবস্থান থেকে দায়িত্ব পালন করতে হবে।	[1041, 560, 1230, 626]
portrait-photo	[452, 204, 526, 294]
article-body: (প্রথম পৃষ্ঠার পর) গত ১৫ বছরে বাংলাদেশ যে উন্নয়নের পথে এগিয়েছে, তা বিশ্বে রোল মডেল হিসেবে স্বীকৃত। তিনি বলেন, জনগণের প্রতিনিধি হিসেবে আমাদের দায়িত্ব জনগণের কাছে জবাবদিহি নিশ্চিত করা। সংসদকে সব আলোচনার কেন্দ্রবিন্দু হিসেবে প্রতিষ্ঠিত করতে হবে। দেশের প্রতিটি মানুষের জীবনমান উন্নয়নে সরকার কাজ করে যাচ্ছে এবং এই ধারা অব্যাহত থাকবে।	[32, 304, 434, 357]
headline: জটিল হচ্ছে রাখাইন	[753, 618, 920, 643]
headline: আন্দোলন নতুন পর্যায়ে	[1291, 148, 1484, 172]
ad-title: বাংলাদেশ কম্পিউটার কাউন্সিল	[1130, 1978, 1390, 2002]
headline: দ্রব্যমূল্য ক্রয়ক্ষমতার	[151, 375, 315, 400]
headline: বসুন্ধরা সিটিতে	[472, 374, 601, 399]
column-3	[639, 145, 1033, 1954]
article-body: (প্রথম পৃষ্ঠার পর) লালমনিরহাটের পাটগ্রাম উপজেলার দহগ্রাম সীমান্তে বিএসএফের গুলিতে একজন বাংলাদেশি নিহত হয়েছেন। স্থানীয়রা জানান, ভোরে সীমান্তের কাছে তাকে গুলি করা হয়। বিজিবি পতাকা বৈঠকের আহ্বান জানিয়েছে এবং ঘটনার তীব্র প্রতিবাদ জানানো হয়েছে।	[639, 277, 1033, 317]
article-body: (তৃতীয় পৃষ্ঠার পর) বসুন্ধরা সিটি শপিং মলে ডেভেলপমেন্ট ২০২৪ এর আয়োজন করা হয়েছে। মেলায় দেশের শীর্ষস্থানীয় প্রতিষ্ঠানগুলো তাদের পণ্য প্রদর্শন করছে। দর্শনার্থীদের উপস্থিতিতে মুখর হয়ে উঠেছে মেলা প্রাঙ্গণ। আয়োজকরা জানান, মেলায় বিশেষ মূল্যছাড় দেওয়া হচ্ছে।	[442, 509, 631, 603]
article-body: (তৃতীয় পৃষ্ঠার পর) বসুন্ধরা সিটি শপিং মলে ডেভেলপমেন্ট ২০২৪ এর আয়োজন করা হয়েছে। মেলায় দেশের শীর্ষস্থানীয় প্রতিষ্ঠানগুলো তাদের পণ্য প্রদর্শন করছে। দর্শনার্থীদের উপস্থিতিতে মুখর হয়ে উঠেছে মেলা প্রাঙ্গণ। আয়োজকরা জানান, মেলায় বিশেষ মূল্যছাড় দেওয়া হচ্ছে।	[442, 612, 631, 706]
column-5	[1238, 145, 1536, 1954]
headline: কাদের-চুন্নুকে অব্যাহতি	[741, 335, 931, 359]
article-body: (প্রথম পৃষ্ঠার পর) জাতীয় পার্টির সাংগঠনিক কার্যক্রম থেকে দুই নেতাকে অব্যাহতি দেওয়া হয়েছে। দলীয় সূত্রে জানা গেছে, শৃঙ্খলাভঙ্গের অভিযোগে এ সিদ্ধান্ত নেওয়া হয়। দলের চেয়ারম্যানের কার্যালয় থেকে পাঠানো বিজ্ঞপ্তিতে বিষয়টি জানানো হয়।	[639, 561, 1033, 601]
article-body: (প্রথম পৃষ্ঠার পর) রোহিঙ্গা সংকট সমাধানে আন্তর্জাতিক সম্প্রদায়কে আরও কার্যকর ভূমিকা রাখার আহ্বান জানানো হয়েছে। প্রত্যাবাসন প্রক্রিয়া দ্রুত শুরুর ওপর গুরুত্ব দেওয়া হয়।	[442, 1490, 631, 1543]
article-body: (প্রথম পৃষ্ঠার পর) মিয়ানমারের রাখাইন রাজ্যে সংঘাত আরও জটিল রূপ নিচ্ছে। সীমান্ত এলাকায় গোলাগুলির শব্দে আতঙ্কে রয়েছেন বাংলাদেশের সীমান্তবর্তী মানুষ। নিরাপত্তা বাহিনী সতর্ক অবস্থানে রয়েছে এবং পরিস্থিতি নিবিড়ভাবে পর্যবেক্ষণ করা হচ্ছে।	[639, 747, 1033, 787]
ad-contact-line: ফোন: ৫৫০০৬২২২, ফ্যাক্স: ৮৮০-২-৫৫১৩৬০১, ই-মেইল: bcc@bcc.net.bd, ওয়েব: www.bcc.gov.bd	[854, 2048, 1521, 2068]
article-body: (প্রথম পৃষ্ঠার পর) মুস্তফা কামালের নিজস্ব কোম্পানি। সে সময় তিনি পরিকল্পনামন্ত্রীর দায়িত্বে ছিলেন। সেই সময়ে কোম্পানির শেয়ার নিয়ে নানা প্রশ্ন ওঠে। বিনিয়োগকারীদের স্বার্থ রক্ষায় নিয়ন্ত্রক সংস্থা তদন্ত শুরু করে। কোম্পানির আর্থিক প্রতিবেদন পর্যালোচনা করে বেশ কিছু অসংগতি চিহ্নিত করা হয়েছে বলে জানা গেছে।	[32, 1243, 434, 1296]
